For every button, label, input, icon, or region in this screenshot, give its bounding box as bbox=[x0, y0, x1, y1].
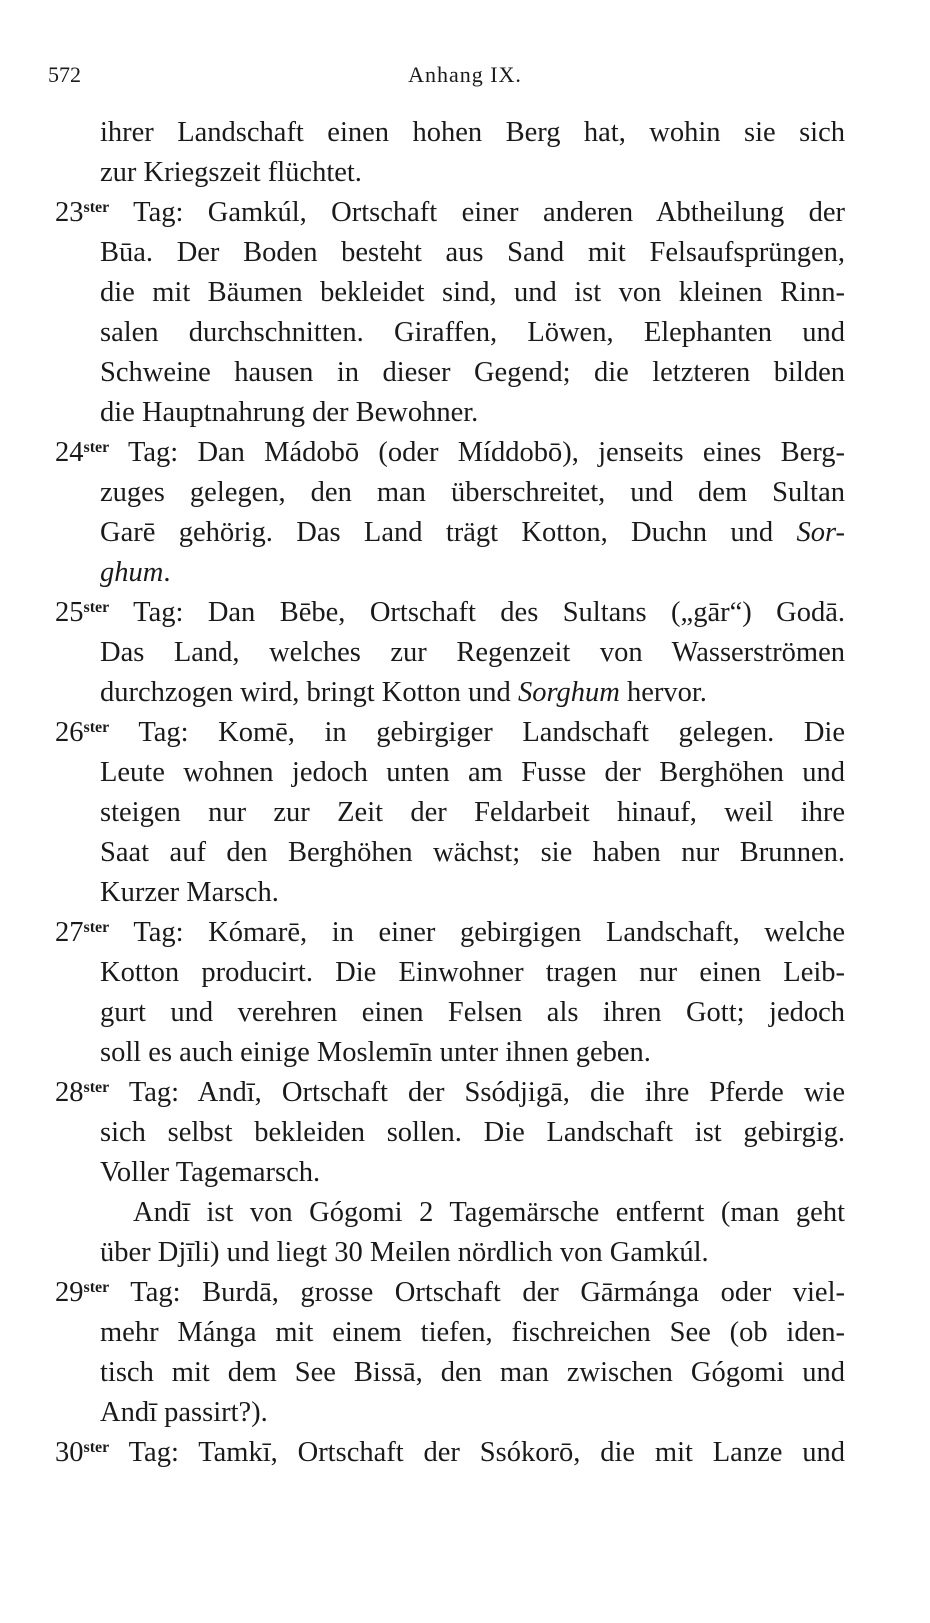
italic-text: Sorghum bbox=[517, 677, 620, 708]
text-line bbox=[55, 793, 845, 833]
text-line bbox=[55, 753, 845, 793]
body-text bbox=[55, 113, 845, 1473]
text-span: 30 bbox=[55, 1437, 84, 1468]
text-line bbox=[55, 1113, 845, 1153]
text-line bbox=[55, 633, 845, 673]
ordinal-suffix: ster bbox=[83, 1279, 110, 1296]
text-span: 26 bbox=[55, 717, 84, 748]
text-span: zur Kriegszeit flüchtet. bbox=[100, 157, 362, 188]
text-line bbox=[55, 1353, 845, 1393]
text-line bbox=[55, 113, 845, 153]
ordinal-suffix: ster bbox=[83, 199, 110, 216]
text-line bbox=[55, 713, 845, 753]
text-span: Tag: Dan Mádobō (oder Míddobō), jenseits eines Berg- bbox=[109, 437, 845, 468]
text-span: zuges gelegen, den man überschreitet, und dem Sultan bbox=[100, 477, 845, 508]
italic-text: ghum bbox=[100, 557, 164, 588]
text-span: 25 bbox=[55, 597, 84, 628]
text-line bbox=[55, 833, 845, 873]
text-line bbox=[55, 953, 845, 993]
text-line bbox=[55, 353, 845, 393]
text-line bbox=[55, 153, 845, 193]
text-span: steigen nur zur Zeit der Feldarbeit hinauf, weil ihre bbox=[100, 797, 845, 828]
text-line bbox=[55, 393, 845, 433]
page-header bbox=[0, 62, 930, 98]
text-span: hervor. bbox=[619, 677, 707, 708]
text-line bbox=[55, 913, 845, 953]
text-span: . bbox=[163, 557, 171, 588]
text-line bbox=[55, 1313, 845, 1353]
text-line bbox=[55, 1273, 845, 1313]
text-line bbox=[55, 473, 845, 513]
text-line bbox=[55, 1153, 845, 1193]
text-line bbox=[55, 233, 845, 273]
text-span: Kotton producirt. Die Einwohner tragen nur einen Leib- bbox=[100, 957, 845, 988]
text-span: die mit Bäumen bekleidet sind, und ist von kleinen Rinn- bbox=[100, 277, 845, 308]
ordinal-suffix: ster bbox=[83, 1079, 110, 1096]
text-span: 28 bbox=[55, 1077, 84, 1108]
text-line bbox=[55, 1433, 845, 1473]
text-span: ihrer Landschaft einen hohen Berg hat, wohin sie sich bbox=[100, 117, 845, 148]
text-line bbox=[55, 1233, 845, 1273]
text-span: gurt und verehren einen Felsen als ihren Gott; jedoch bbox=[100, 997, 845, 1028]
text-span: Tag: Komē, in gebirgiger Landschaft gelegen. Die bbox=[109, 717, 845, 748]
text-span: sich selbst bekleiden sollen. Die Landschaft ist gebirgig. bbox=[100, 1117, 845, 1148]
text-span: Andī passirt?). bbox=[100, 1397, 268, 1428]
text-span: Saat auf den Berghöhen wächst; sie haben nur Brunnen. bbox=[100, 837, 845, 868]
text-line bbox=[55, 273, 845, 313]
text-span: 23 bbox=[55, 197, 84, 228]
text-span: Garē gehörig. Das Land trägt Kotton, Duchn und bbox=[100, 517, 797, 548]
text-span: Leute wohnen jedoch unten am Fusse der Berghöhen und bbox=[100, 757, 845, 788]
text-line bbox=[55, 313, 845, 353]
text-line bbox=[55, 1393, 845, 1433]
text-span: Tag: Kómarē, in einer gebirgigen Landschaft, welche bbox=[109, 917, 845, 948]
text-line bbox=[55, 593, 845, 633]
text-span: Tag: Burdā, grosse Ortschaft der Gārmánga oder viel- bbox=[109, 1277, 845, 1308]
text-span: salen durchschnitten. Giraffen, Löwen, Elephanten und bbox=[100, 317, 845, 348]
text-span: mehr Mánga mit einem tiefen, fischreichen See (ob iden- bbox=[100, 1317, 845, 1348]
text-span: Būa. Der Boden besteht aus Sand mit Felsaufsprüngen, bbox=[100, 237, 845, 268]
ordinal-suffix: ster bbox=[83, 919, 110, 936]
text-line bbox=[55, 193, 845, 233]
text-span: Kurzer Marsch. bbox=[100, 877, 279, 908]
text-span: Tag: Andī, Ortschaft der Ssódjigā, die ihre Pferde wie bbox=[109, 1077, 845, 1108]
text-line bbox=[55, 553, 845, 593]
text-line bbox=[55, 873, 845, 913]
text-line bbox=[55, 513, 845, 553]
ordinal-suffix: ster bbox=[83, 719, 110, 736]
text-span: die Hauptnahrung der Bewohner. bbox=[100, 397, 479, 428]
text-span: 29 bbox=[55, 1277, 84, 1308]
text-span: Schweine hausen in dieser Gegend; die letzteren bilden bbox=[100, 357, 845, 388]
text-span: Tag: Gamkúl, Ortschaft einer anderen Abtheilung der bbox=[109, 197, 845, 228]
text-span: 27 bbox=[55, 917, 84, 948]
text-span: Tag: Tamkī, Ortschaft der Ssókorō, die mit Lanze und bbox=[109, 1437, 845, 1468]
text-span: soll es auch einige Moslemīn unter ihnen geben. bbox=[100, 1037, 651, 1068]
ordinal-suffix: ster bbox=[83, 599, 110, 616]
text-line bbox=[55, 433, 845, 473]
text-span: durchzogen wird, bringt Kotton und bbox=[100, 677, 518, 708]
text-span: Voller Tagemarsch. bbox=[100, 1157, 321, 1188]
text-span: 24 bbox=[55, 437, 84, 468]
italic-text: Sor- bbox=[796, 517, 845, 548]
text-span: Das Land, welches zur Regenzeit von Wasserströmen bbox=[100, 637, 845, 668]
text-span: über Djīli) und liegt 30 Meilen nördlich von Gamkúl. bbox=[100, 1237, 709, 1268]
page-number: 572 bbox=[48, 62, 81, 87]
ordinal-suffix: ster bbox=[83, 439, 110, 456]
text-span: Andī ist von Gógomi 2 Tagemärsche entfernt (man geht bbox=[133, 1197, 845, 1228]
text-line bbox=[55, 1073, 845, 1113]
text-line bbox=[55, 673, 845, 713]
text-span: Tag: Dan Bēbe, Ortschaft des Sultans („gār“) Godā. bbox=[109, 597, 845, 628]
text-line bbox=[55, 1033, 845, 1073]
running-head: Anhang IX. bbox=[408, 62, 522, 87]
text-span: tisch mit dem See Bissā, den man zwischen Gógomi und bbox=[100, 1357, 845, 1388]
ordinal-suffix: ster bbox=[83, 1439, 110, 1456]
text-line bbox=[55, 1193, 845, 1233]
text-line bbox=[55, 993, 845, 1033]
